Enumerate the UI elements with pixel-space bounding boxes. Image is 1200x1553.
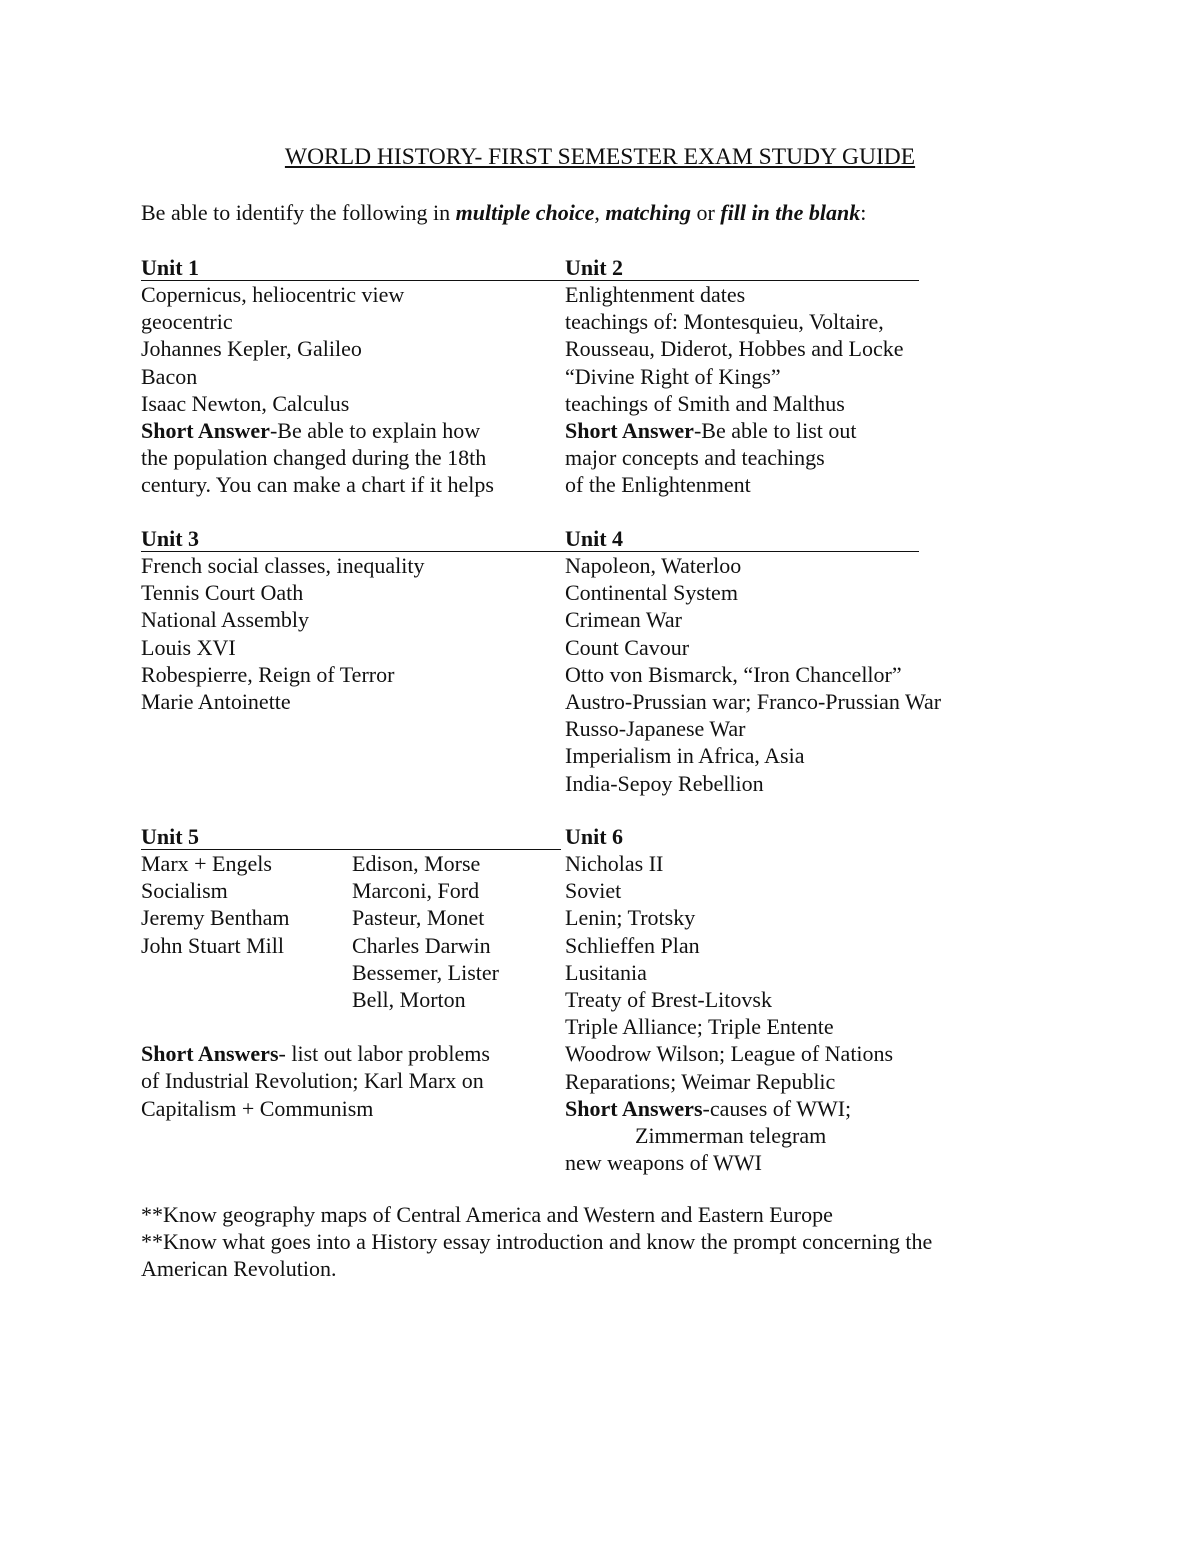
- short-answer-label: Short Answer: [141, 417, 270, 443]
- list-item: Robespierre, Reign of Terror: [141, 661, 395, 687]
- intro-term-multiple-choice: multiple choice: [455, 200, 595, 225]
- short-answer-label: Short Answer: [565, 417, 694, 443]
- unit-2-short-answer: [565, 417, 919, 444]
- short-answer-text: Capitalism + Communism: [141, 1095, 374, 1121]
- list-item: Lusitania: [565, 959, 647, 985]
- list-item: Bessemer, Lister: [352, 959, 499, 985]
- list-item: Jeremy Bentham: [141, 905, 290, 931]
- list-item: French social classes, inequality: [141, 553, 425, 578]
- short-answer-text: century. You can make a chart if it helps: [141, 472, 494, 498]
- unit-2-section: [561, 254, 919, 499]
- list-item: “Divine Right of Kings”: [565, 363, 781, 389]
- list-item: Marx + Engels: [141, 851, 272, 876]
- list-item: Crimean War: [565, 607, 682, 633]
- intro-sep-1: ,: [594, 200, 606, 225]
- unit-4-heading: Unit 4: [561, 525, 919, 552]
- list-item: Edison, Morse: [352, 851, 481, 876]
- intro-sep-2: or: [690, 200, 721, 225]
- unit-5-short-answer: [141, 1040, 561, 1067]
- list-item: Triple Alliance; Triple Entente: [565, 1014, 834, 1040]
- list-item: Napoleon, Waterloo: [565, 553, 742, 578]
- list-item: Russo-Japanese War: [565, 716, 746, 742]
- short-answer-text: -Be able to explain how: [269, 417, 481, 443]
- unit-1-section: [141, 254, 561, 499]
- list-item: Treaty of Brest-Litovsk: [565, 986, 772, 1012]
- list-item: John Stuart Mill: [141, 932, 285, 958]
- list-item: geocentric: [141, 309, 233, 335]
- intro-term-fill-in-blank: fill in the blank: [720, 200, 861, 225]
- intro-suffix: :: [860, 200, 867, 225]
- short-answer-text: Zimmerman telegram: [635, 1122, 827, 1148]
- note-line: **Know geography maps of Central America and Western and Eastern Europe: [141, 1202, 833, 1227]
- list-item: Charles Darwin: [352, 932, 491, 958]
- list-item: Copernicus, heliocentric view: [141, 282, 405, 307]
- list-item: Otto von Bismarck, “Iron Chancellor”: [565, 661, 902, 687]
- intro-line: [141, 200, 866, 226]
- intro-term-matching: matching: [605, 200, 691, 225]
- list-item: Count Cavour: [565, 634, 690, 660]
- short-answer-text: - list out labor problems: [278, 1041, 490, 1067]
- list-item: Enlightenment dates: [565, 282, 746, 307]
- list-item: Schlieffen Plan: [565, 932, 700, 958]
- list-item: Nicholas II: [565, 851, 664, 876]
- unit-5-section: [141, 823, 561, 1122]
- list-item: Soviet: [565, 878, 622, 904]
- page-title: WORLD HISTORY- FIRST SEMESTER EXAM STUDY GUIDE: [284, 144, 916, 170]
- unit-3-heading: Unit 3: [141, 525, 561, 552]
- short-answer-text: the population changed during the 18th: [141, 445, 487, 471]
- list-item: Socialism: [141, 878, 228, 904]
- unit-4-section: [561, 525, 942, 797]
- list-item: Imperialism in Africa, Asia: [565, 743, 805, 769]
- short-answer-label: Short Answers: [141, 1041, 279, 1067]
- short-answer-text: -Be able to list out: [693, 417, 857, 443]
- list-item: Woodrow Wilson; League of Nations: [565, 1041, 894, 1067]
- intro-prefix: Be able to identify the following in: [141, 200, 456, 225]
- list-item: Pasteur, Monet: [352, 905, 485, 931]
- list-item: Louis XVI: [141, 634, 236, 660]
- list-item: Bell, Morton: [352, 986, 466, 1012]
- short-answer-text: of the Enlightenment: [565, 472, 751, 498]
- unit-1-short-answer: [141, 417, 561, 444]
- note-line: **Know what goes into a History essay introduction and know the prompt concerning the: [141, 1229, 933, 1255]
- unit-6-short-answer: [565, 1095, 981, 1122]
- unit-5-left-list: [141, 850, 289, 959]
- unit-5-right-list: [352, 850, 499, 1013]
- short-answer-text: of Industrial Revolution; Karl Marx on: [141, 1068, 484, 1094]
- list-item: Reparations; Weimar Republic: [565, 1068, 836, 1094]
- list-item: Continental System: [565, 580, 738, 606]
- list-item: Isaac Newton, Calculus: [141, 390, 350, 416]
- list-item: teachings of Smith and Malthus: [565, 390, 845, 416]
- unit-1-heading: Unit 1: [141, 254, 561, 281]
- short-answer-label: Short Answers: [565, 1095, 703, 1121]
- list-item: Austro-Prussian war; Franco-Prussian War: [565, 688, 942, 714]
- unit-6-heading: Unit 6: [565, 824, 624, 849]
- list-item: Johannes Kepler, Galileo: [141, 336, 362, 362]
- list-item: Marie Antoinette: [141, 688, 291, 714]
- unit-3-section: [141, 525, 561, 715]
- list-item: Tennis Court Oath: [141, 580, 304, 606]
- list-item: National Assembly: [141, 607, 310, 633]
- unit-6-section: [561, 823, 981, 1176]
- short-answer-text: new weapons of WWI: [565, 1150, 762, 1176]
- short-answer-text: major concepts and teachings: [565, 445, 825, 471]
- list-item: Bacon: [141, 363, 198, 389]
- short-answer-text: -causes of WWI;: [702, 1095, 852, 1121]
- note-line: American Revolution.: [141, 1256, 337, 1282]
- list-item: Lenin; Trotsky: [565, 905, 696, 931]
- list-item: India-Sepoy Rebellion: [565, 770, 764, 796]
- list-item: Rousseau, Diderot, Hobbes and Locke: [565, 336, 904, 362]
- unit-2-heading: Unit 2: [561, 254, 919, 281]
- list-item: teachings of: Montesquieu, Voltaire,: [565, 309, 884, 335]
- footer-notes: [141, 1201, 932, 1283]
- list-item: Marconi, Ford: [352, 878, 480, 904]
- unit-5-heading: Unit 5: [141, 823, 561, 850]
